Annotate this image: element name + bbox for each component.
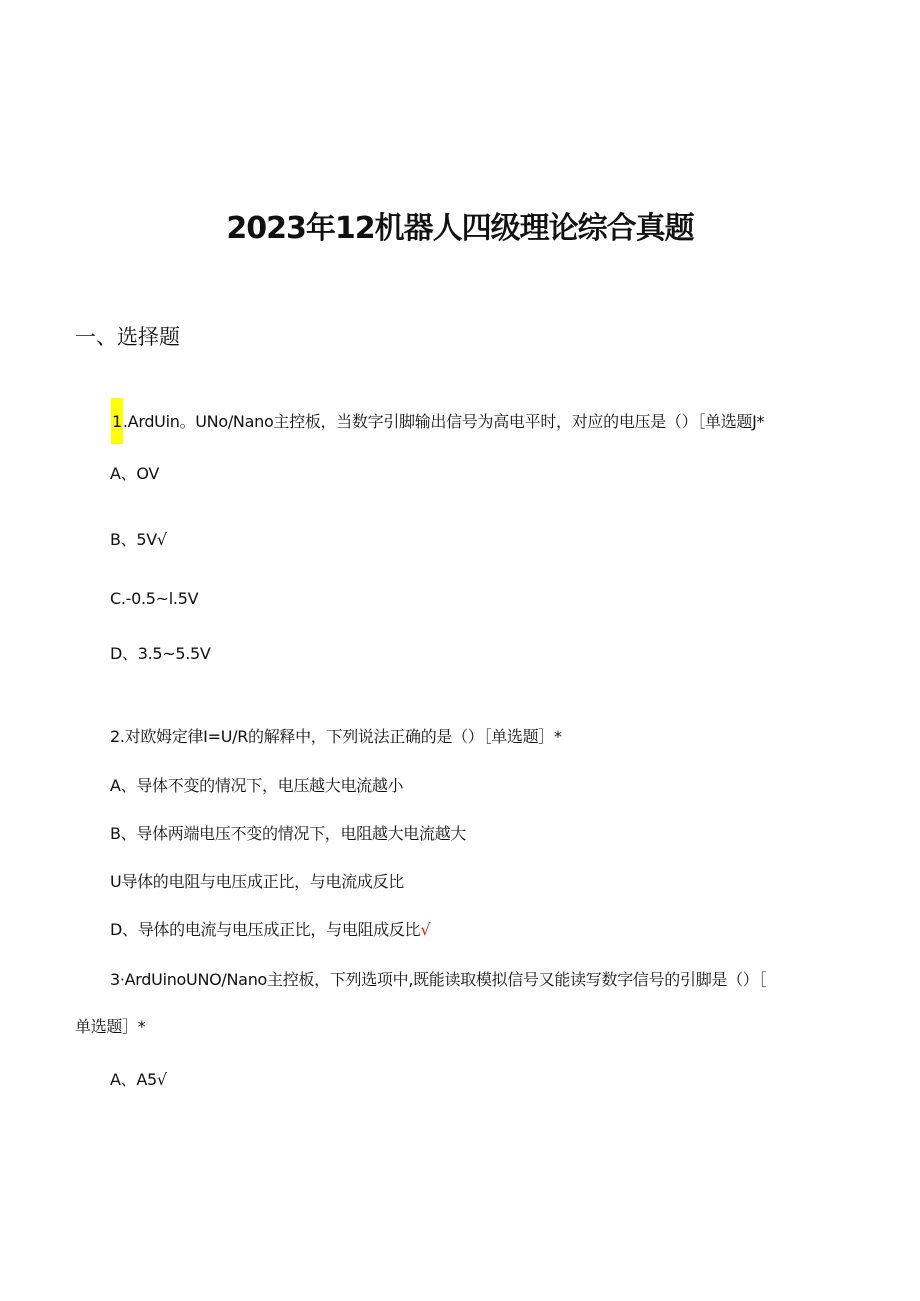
- question-3-option-a: [110, 1067, 167, 1090]
- option-text: B、导体两端电压不变的情况下，电阻越大电流越大: [110, 824, 467, 843]
- question-1-stem: [112, 409, 764, 432]
- question-1-option-c: [110, 589, 198, 608]
- section-heading: 一、选择题: [75, 325, 180, 349]
- option-text: D、3.5~5.5V: [110, 644, 211, 663]
- option-text: D、导体的电流与电压成正比，与电阻成反比: [110, 920, 421, 939]
- question-1-text: .ArdUin。UNo/Nano主控板，当数字引脚输出信号为高电平时，对应的电压是（）［单选题J*: [122, 412, 765, 431]
- question-3-stem-line-2: 单选题］*: [75, 1017, 146, 1036]
- question-3-stem-line-1: 3·ArdUinoUNO/Nano主控板，下列选项中,既能读取模拟信号又能读写数字信号的引脚是（）［: [110, 970, 767, 989]
- option-text: A、A5√: [110, 1070, 167, 1089]
- option-text: A、OV: [110, 464, 160, 483]
- question-2-option-d: [110, 917, 430, 940]
- correct-check-mark: √: [420, 920, 431, 939]
- page-title: 2023年12机器人四级理论综合真题: [226, 211, 694, 246]
- question-1-option-a: [110, 461, 159, 484]
- question-2-option-a: [110, 773, 403, 796]
- question-2-stem: 2.对欧姆定律I=U/R的解释中，下列说法正确的是（）［单选题］*: [110, 727, 562, 746]
- question-2-option-c: [110, 869, 404, 892]
- option-text: A、导体不变的情况下，电压越大电流越小: [110, 776, 404, 795]
- question-2-option-b: [110, 821, 466, 844]
- option-text: B、5V√: [110, 530, 167, 549]
- question-1-option-d: [110, 641, 211, 664]
- option-text: U导体的电阻与电压成正比，与电流成反比: [110, 872, 405, 891]
- question-1-number-highlight: 1: [111, 398, 123, 444]
- question-1-option-b: [110, 527, 167, 550]
- option-text: C.-0.5~l.5V: [110, 589, 199, 608]
